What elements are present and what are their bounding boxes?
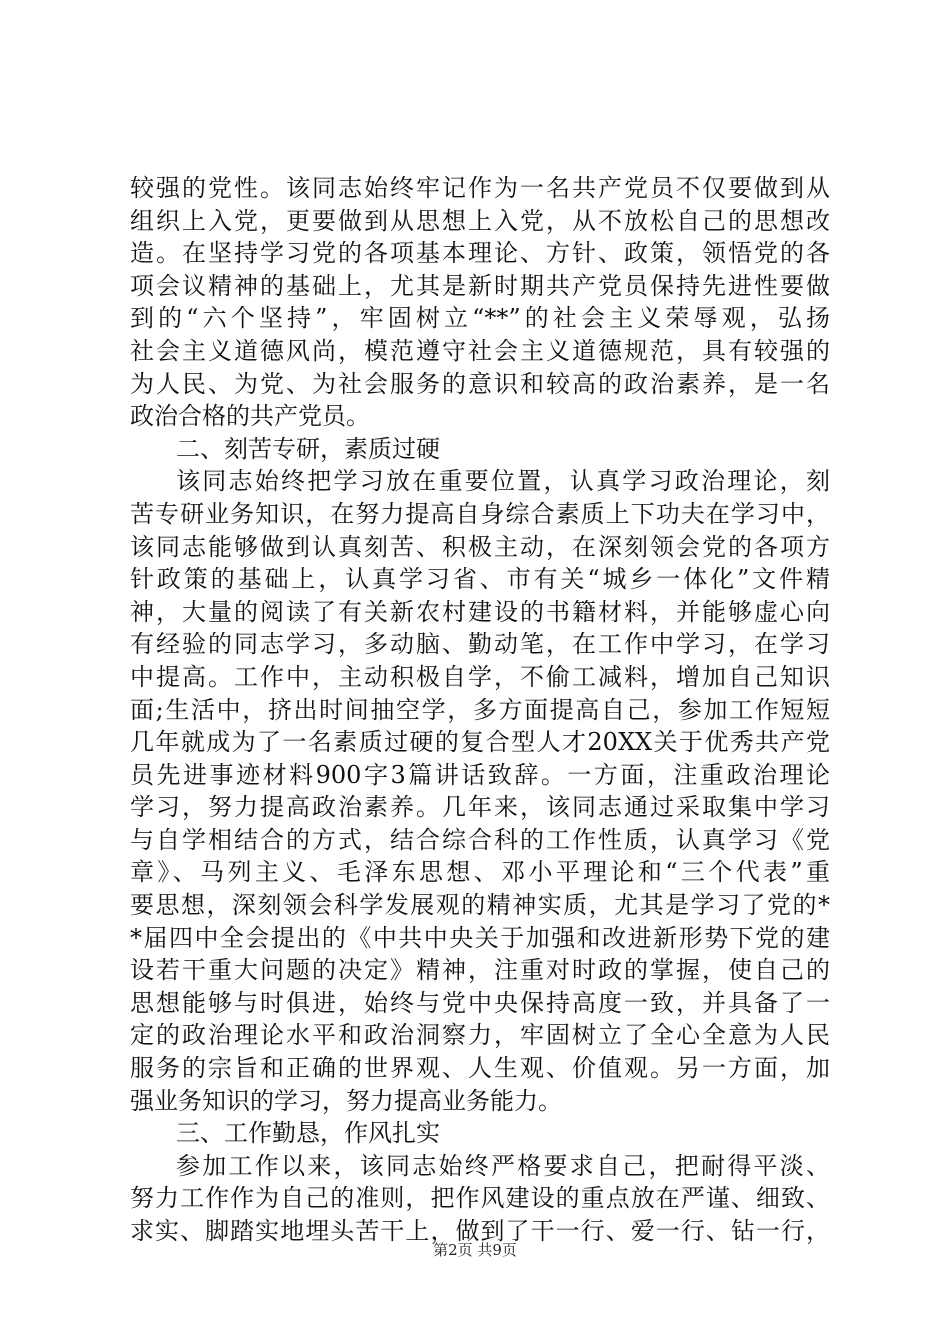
text-line: 为人民、为党、为社会服务的意识和较高的政治素养，是一名 — [130, 369, 830, 398]
text-line: 造。在坚持学习党的各项基本理论、方针、政策，领悟党的各 — [130, 239, 830, 268]
text-line: 思想能够与时俱进，始终与党中央保持高度一致，并具备了一 — [130, 988, 830, 1017]
text-line: 到的“六个坚持”，牢固树立“**”的社会主义荣辱观，弘扬 — [130, 304, 830, 333]
text-line: 与自学相结合的方式，结合综合科的工作性质，认真学习《党 — [130, 825, 830, 854]
text-line: 组织上入党，更要做到从思想上入党，从不放松自己的思想改 — [130, 206, 830, 235]
text-line: 较强的党性。该同志始终牢记作为一名共产党员不仅要做到从 — [130, 174, 830, 202]
text-line: 学习，努力提高政治素养。几年来，该同志通过采取集中学习 — [130, 793, 830, 822]
text-line: 定的政治理论水平和政治洞察力，牢固树立了全心全意为人民 — [130, 1021, 830, 1050]
text-line: 章》、马列主义、毛泽东思想、邓小平理论和“三个代表”重 — [130, 858, 830, 887]
text-line: 强业务知识的学习，努力提高业务能力。 — [130, 1086, 562, 1115]
text-line: 政治合格的共产党员。 — [130, 402, 370, 431]
text-line: 参加工作以来，该同志始终严格要求自己，把耐得平淡、 — [176, 1151, 830, 1180]
document-body — [130, 172, 830, 1248]
text-line: 服务的宗旨和正确的世界观、人生观、价值观。另一方面，加 — [130, 1054, 830, 1083]
text-line: 有经验的同志学习，多动脑、勤动笔，在工作中学习，在学习 — [130, 630, 830, 659]
text-line: 苦专研业务知识，在努力提高自身综合素质上下功夫在学习中， — [130, 499, 830, 528]
text-line: 神，大量的阅读了有关新农村建设的书籍材料，并能够虚心向 — [130, 597, 830, 626]
text-line: 努力工作作为自己的准则，把作风建设的重点放在严谨、细致、 — [130, 1184, 830, 1213]
page-number-footer: 第2页 共9页 — [433, 1241, 517, 1259]
text-line: 中提高。工作中，主动积极自学，不偷工减料，增加自己知识 — [130, 662, 830, 691]
text-line: 该同志能够做到认真刻苦、积极主动，在深刻领会党的各项方 — [130, 532, 830, 561]
text-line: 几年就成为了一名素质过硬的复合型人才20XX关于优秀共产党 — [130, 728, 830, 757]
text-line: 项会议精神的基础上，尤其是新时期共产党员保持先进性要做 — [130, 271, 830, 300]
section-heading: 二、刻苦专研，素质过硬 — [176, 434, 440, 463]
text-line: 设若干重大问题的决定》精神，注重对时政的掌握，使自己的 — [130, 956, 830, 985]
text-line: *届四中全会提出的《中共中央关于加强和改进新形势下党的建 — [130, 923, 830, 952]
text-line: 社会主义道德风尚，模范遵守社会主义道德规范，具有较强的 — [130, 336, 830, 365]
text-line: 针政策的基础上，认真学习省、市有关“城乡一体化”文件精 — [130, 565, 830, 594]
text-line: 该同志始终把学习放在重要位置，认真学习政治理论，刻 — [176, 467, 830, 496]
section-heading: 三、工作勤恳，作风扎实 — [176, 1119, 440, 1148]
text-line: 求实、脚踏实地埋头苦干上，做到了干一行、爱一行、钻一行， — [130, 1217, 830, 1245]
text-line: 面;生活中，挤出时间抽空学，多方面提高自己，参加工作短短 — [130, 695, 830, 724]
text-line: 要思想，深刻领会科学发展观的精神实质，尤其是学习了党的* — [130, 891, 830, 920]
text-line: 员先进事迹材料900字3篇讲话致辞。一方面，注重政治理论 — [130, 760, 830, 789]
